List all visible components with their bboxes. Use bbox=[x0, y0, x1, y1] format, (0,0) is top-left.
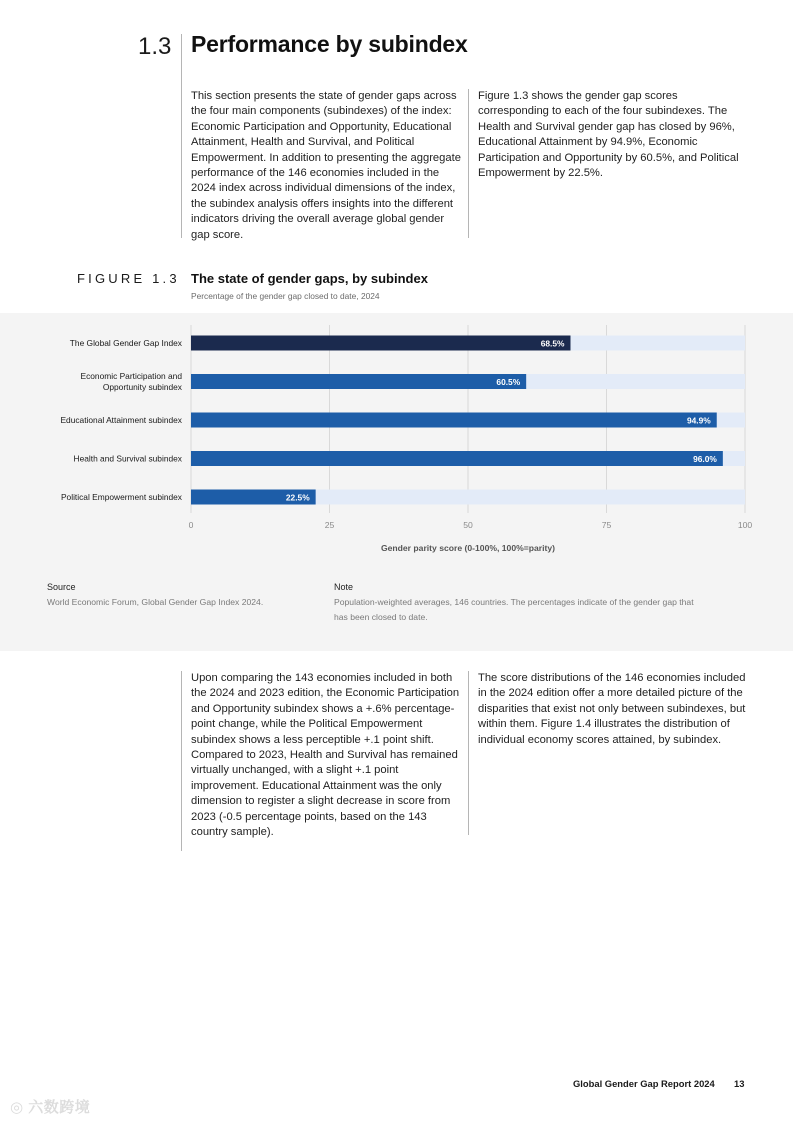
note-heading: Note bbox=[334, 582, 354, 592]
x-tick-label-4: 100 bbox=[737, 520, 753, 530]
bar-chart bbox=[0, 313, 793, 573]
bar-value-label-3: 96.0% bbox=[693, 453, 717, 464]
column-divider-2 bbox=[468, 671, 469, 835]
watermark bbox=[10, 1096, 90, 1117]
figure-label: FIGURE 1.3 bbox=[77, 271, 180, 286]
section-number: 1.3 bbox=[138, 33, 172, 60]
category-label-1-line-1: Opportunity subindex bbox=[102, 382, 182, 392]
category-label-1-line-0: Economic Participation and bbox=[80, 371, 182, 381]
body-right-paragraph: The score distributions of the 146 economies included in the 2024 edition offer a more detailed picture of the disparities that exist not only between subindexes, but within them. Figure 1.4 illustrates the distribution of individual economy scores attained, by subindex. bbox=[478, 672, 746, 746]
page-number: 13 bbox=[734, 1078, 745, 1089]
category-label-0: The Global Gender Gap Index bbox=[69, 338, 182, 348]
intro-left-paragraph: This section presents the state of gender gaps across the four main components (subindexes) of the index: Economic Participation and Opportunity, Educational Attainment, Health and Survival, and Political Empowerment. In addition to presenting the aggregate performance of the 146 economies included in the 2024 index across individual dimensions of the index, the subindex analysis offers insights into the different indicators driving the overall average global gender gap score. bbox=[191, 90, 461, 241]
category-label-3: Health and Survival subindex bbox=[73, 453, 182, 464]
source-heading: Source bbox=[47, 582, 76, 592]
bar-2 bbox=[191, 413, 717, 428]
x-tick-label-2: 50 bbox=[463, 520, 473, 530]
footer-report-title: Global Gender Gap Report 2024 bbox=[573, 1078, 715, 1089]
watermark-text: 六数跨境 bbox=[28, 1099, 91, 1116]
bar-value-label-2: 94.9% bbox=[686, 415, 711, 426]
x-axis-label: Gender parity score (0-100%, 100%=parity) bbox=[380, 543, 556, 553]
body-left-paragraph: Upon comparing the 143 economies included in both the 2024 and 2023 edition, the Economic Participation and Opportunity subindex shows a +.6% percentage-point change, while the Political Empowerment subindex shows a less perceptible +.1 point shift. Compared to 2023, Health and Survival has remained virtually unchanged, with a slight +.1 point improvement. Educational Attainment was the only dimension to register a slight decrease in score from 2023 (-0.5 percentage points, based on the 143 country sample). bbox=[191, 672, 460, 839]
bar-3 bbox=[191, 451, 723, 466]
bar-value-label-0: 68.5% bbox=[540, 338, 565, 349]
category-label-2: Educational Attainment subindex bbox=[60, 415, 182, 425]
x-tick-label-0: 0 bbox=[188, 520, 194, 530]
bar-value-label-4: 22.5% bbox=[285, 492, 310, 503]
bar-value-label-1: 60.5% bbox=[496, 376, 521, 387]
source-text: World Economic Forum, Global Gender Gap Index 2024. bbox=[47, 597, 264, 607]
section-divider bbox=[181, 34, 182, 238]
watermark-logo-icon: ◎ bbox=[10, 1099, 29, 1116]
note-text-line-1: Population-weighted averages, 146 countries. The percentages indicate of the gender gap that bbox=[334, 597, 694, 607]
bar-1 bbox=[191, 374, 526, 389]
figure-title: The state of gender gaps, by subindex bbox=[191, 271, 428, 286]
figure-subtitle: Percentage of the gender gap closed to date, 2024 bbox=[191, 291, 380, 301]
x-tick-label-3: 75 bbox=[601, 520, 612, 530]
section-title: Performance by subindex bbox=[191, 31, 468, 57]
x-tick-label-1: 25 bbox=[324, 520, 335, 530]
category-label-4: Political Empowerment subindex bbox=[60, 492, 182, 502]
intro-right-paragraph: Figure 1.3 shows the gender gap scores corresponding to each of the four subindexes. The Health and Survival gender gap has closed by 96%, Educational Attainment by 94.9%, Economic Participation and Opportunity by 60.5%, and Political Empowerment by 22.5%. bbox=[478, 90, 739, 180]
bar-0 bbox=[191, 336, 570, 351]
body-left-rule bbox=[181, 671, 182, 851]
note-text-line-2: has been closed to date. bbox=[334, 612, 428, 622]
column-divider bbox=[468, 89, 469, 238]
